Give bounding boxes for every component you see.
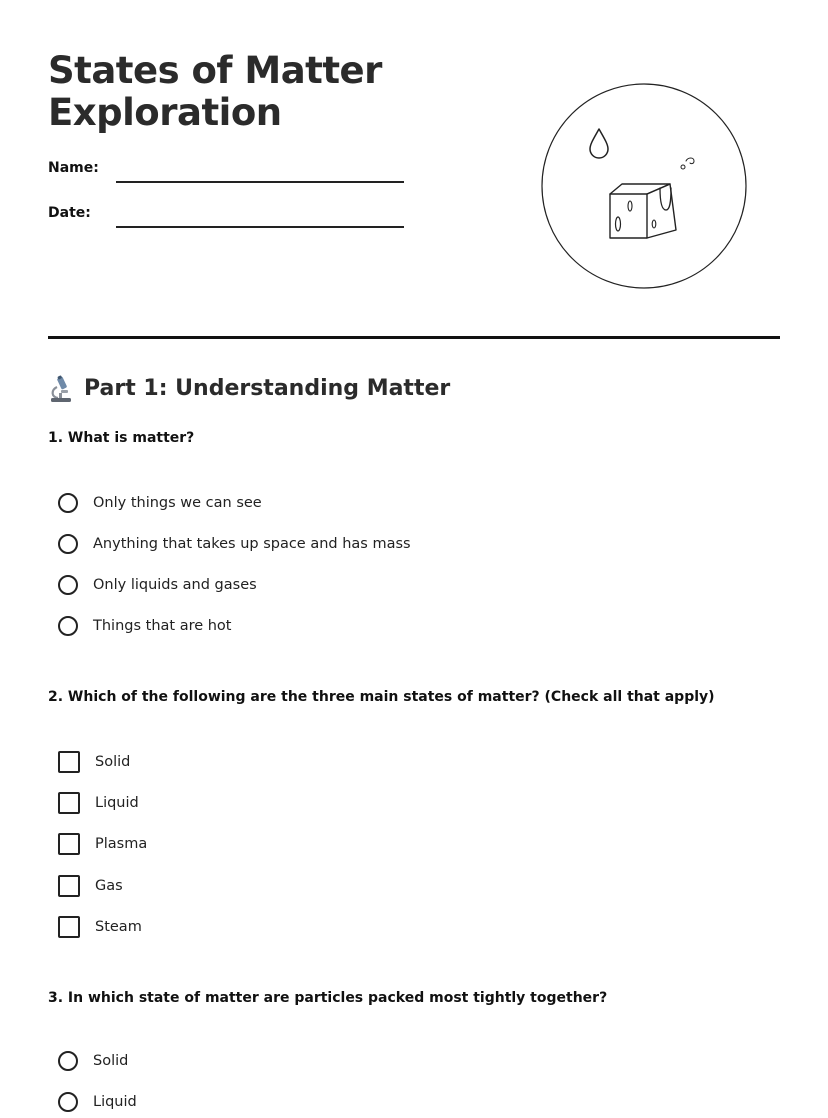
option-label: Things that are hot: [93, 618, 232, 634]
q2-option-1[interactable]: [58, 749, 130, 775]
checkbox[interactable]: [58, 916, 80, 938]
radio-button[interactable]: [58, 1051, 78, 1071]
microscope-icon: [48, 375, 74, 403]
question-1-text: 1. What is matter?: [48, 430, 195, 446]
option-label: Anything that takes up space and has mass: [93, 536, 411, 552]
question-3-text: 3. In which state of matter are particles packed most tightly together?: [48, 990, 608, 1006]
checkbox[interactable]: [58, 751, 80, 773]
option-label: Solid: [93, 1053, 129, 1069]
q1-option-4[interactable]: [58, 613, 232, 639]
checkbox[interactable]: [58, 833, 80, 855]
q2-option-2[interactable]: [58, 790, 139, 816]
radio-button[interactable]: [58, 534, 78, 554]
q2-option-3[interactable]: [58, 831, 147, 857]
date-label: Date:: [48, 205, 91, 221]
option-label: Steam: [95, 919, 142, 935]
radio-button[interactable]: [58, 616, 78, 636]
checkbox[interactable]: [58, 792, 80, 814]
title-line-2: Exploration: [48, 91, 282, 134]
q3-option-2[interactable]: [58, 1089, 137, 1115]
radio-button[interactable]: [58, 575, 78, 595]
name-field[interactable]: [116, 181, 404, 183]
part-1-heading-text: Part 1: Understanding Matter: [84, 376, 451, 401]
q1-option-1[interactable]: [58, 490, 262, 516]
date-field[interactable]: [116, 226, 404, 228]
part-1-heading: [48, 374, 450, 404]
section-divider: [48, 336, 780, 339]
radio-button[interactable]: [58, 493, 78, 513]
checkbox[interactable]: [58, 875, 80, 897]
ice-cube-melting-icon: [540, 82, 748, 290]
option-label: Only things we can see: [93, 495, 262, 511]
q1-option-2[interactable]: [58, 531, 411, 557]
radio-button[interactable]: [58, 1092, 78, 1112]
option-label: Gas: [95, 878, 123, 894]
title-line-1: States of Matter: [48, 49, 382, 92]
option-label: Only liquids and gases: [93, 577, 257, 593]
option-label: Liquid: [95, 795, 139, 811]
q1-option-3[interactable]: [58, 572, 257, 598]
option-label: Solid: [95, 754, 131, 770]
worksheet-title: [48, 50, 382, 134]
option-label: Liquid: [93, 1094, 137, 1110]
name-label: Name:: [48, 160, 99, 176]
q2-option-4[interactable]: [58, 873, 123, 899]
q2-option-5[interactable]: [58, 914, 142, 940]
option-label: Plasma: [95, 836, 148, 852]
question-2-text: 2. Which of the following are the three main states of matter? (Check all that apply): [48, 689, 715, 705]
q3-option-1[interactable]: [58, 1048, 128, 1074]
